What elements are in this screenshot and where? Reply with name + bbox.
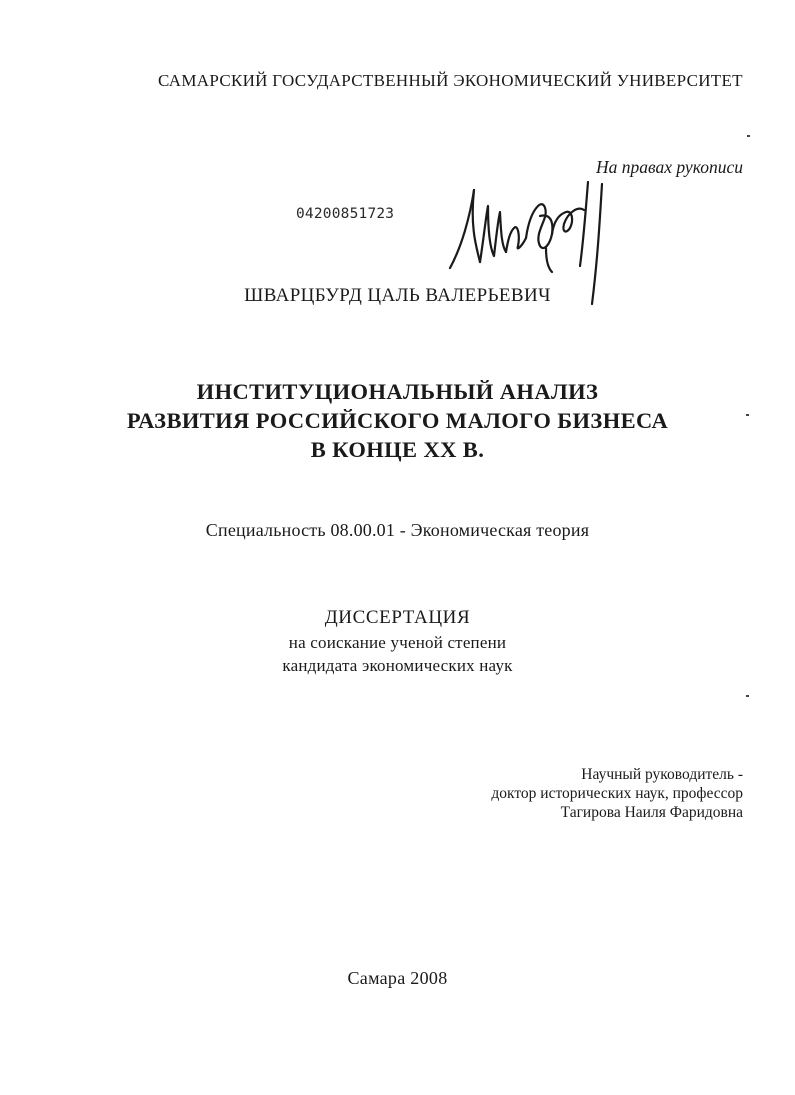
supervisor-block: [491, 765, 743, 822]
degree-purpose-line: на соискание ученой степени: [288, 633, 507, 652]
degree-name-line: кандидата экономических наук: [282, 656, 513, 675]
author-name: ШВАРЦБУРД ЦАЛЬ ВАЛЕРЬЕВИЧ: [244, 285, 551, 306]
scan-speck: [746, 414, 749, 416]
specialty-line: Специальность 08.00.01 - Экономическая теория: [205, 520, 590, 540]
city-year: Самара 2008: [347, 968, 448, 988]
dissertation-heading: ДИССЕРТАЦИЯ: [324, 607, 471, 628]
manuscript-rights-note: На правах рукописи: [596, 157, 743, 177]
title-line: В КОНЦЕ XX В.: [310, 437, 485, 462]
dissertation-title: [0, 377, 795, 464]
title-line: РАЗВИТИЯ РОССИЙСКОГО МАЛОГО БИЗНЕСА: [126, 408, 669, 433]
scan-speck: [747, 135, 750, 137]
supervisor-role: Научный руководитель -: [581, 766, 743, 783]
scan-speck: [746, 695, 749, 697]
supervisor-name: Тагирова Наиля Фаридовна: [560, 804, 743, 821]
supervisor-degree: доктор исторических наук, профессор: [491, 785, 743, 802]
catalog-number: 04200851723: [296, 206, 395, 222]
title-line: ИНСТИТУЦИОНАЛЬНЫЙ АНАЛИЗ: [196, 379, 599, 404]
university-name: САМАРСКИЙ ГОСУДАРСТВЕННЫЙ ЭКОНОМИЧЕСКИЙ УНИВЕРСИТЕТ: [158, 71, 743, 90]
